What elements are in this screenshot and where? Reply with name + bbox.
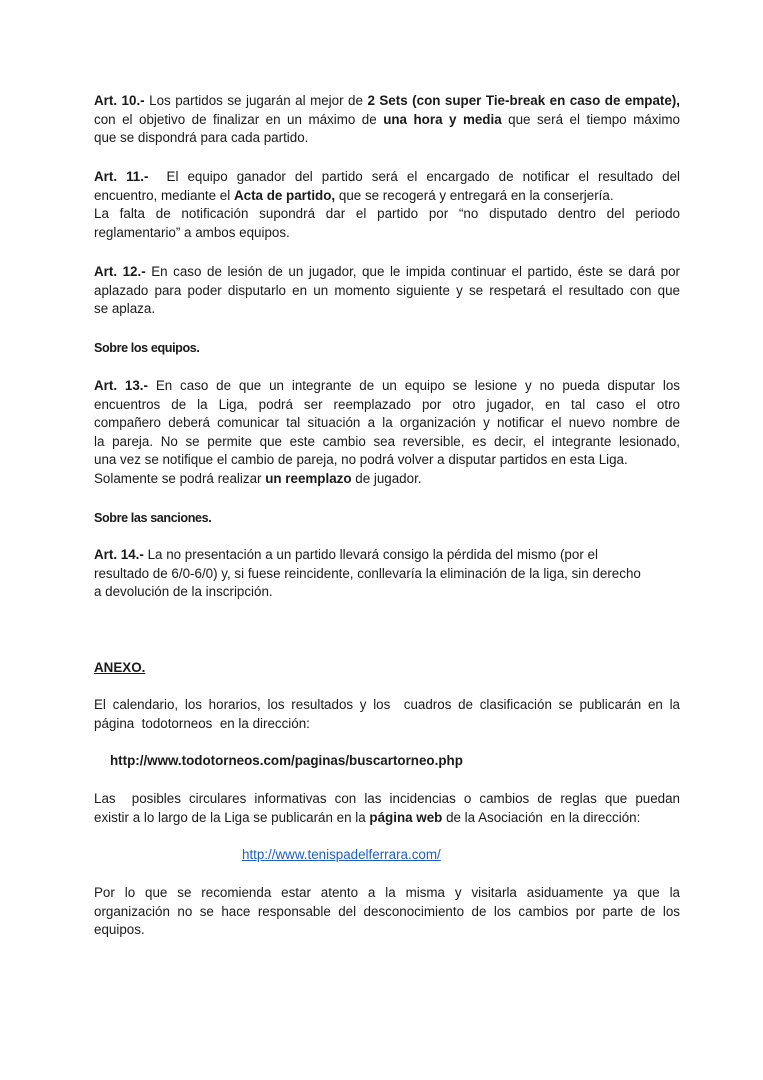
article-12-line-2: aplazado para poder disputarlo en un momento siguiente y se respetará el resultado con que [94,282,680,298]
article-10 [94,92,680,148]
todotorneos-url[interactable]: http://www.todotorneos.com/paginas/buscartorneo.php [110,753,463,768]
article-13-text: Solamente se podrá realizar [94,470,266,486]
anexo-p2-text: de la Asociación en la dirección: [442,809,641,825]
article-13-line-6 [94,470,680,489]
article-13-line-1 [94,377,680,396]
article-14-line-2: resultado de 6/0-6/0) y, si fuese reincidente, conllevaría la eliminación de la liga, sin derecho [94,565,641,581]
article-13-line-5: una vez se notifique el cambio de pareja, no podrá volver a disputar partidos en esta Liga. [94,452,628,468]
article-13-bold-reemplazo: un reemplazo [265,470,352,486]
anexo-p3-line-2: organización no se hace responsable del desconocimiento de los cambios por parte de los [94,903,680,919]
article-13-text: En caso de que un integrante de un equipo se lesione y no pueda disputar los [147,378,680,393]
article-13-line-3: compañero deberá comunicar tal situación a la organización y notificar el nuevo nombre de [94,415,680,431]
article-11-label: Art. 11.- [94,169,149,184]
anexo-title: ANEXO. [94,660,146,675]
anexo-p3-line-1: Por lo que se recomienda estar atento a la misma y visitarla asiduamente ya que la [94,885,680,900]
article-10-line-2 [94,111,680,130]
article-14 [94,546,680,602]
article-12 [94,263,680,319]
article-11 [94,168,680,242]
anexo-paragraph-2 [94,790,680,827]
heading-sobre-equipos: Sobre los equipos. [94,341,200,355]
article-11-text: El equipo ganador del partido será el encargado de notificar el resultado del [148,169,680,184]
tenispadelferrara-link[interactable]: http://www.tenispadelferrara.com/ [242,847,441,862]
article-14-text: La no presentación a un partido llevará consigo la pérdida del mismo (por el [143,547,598,562]
article-10-label: Art. 10.- [94,93,145,108]
article-14-label: Art. 14.- [94,547,144,562]
article-13-line-2: encuentros de la Liga, podrá ser reemplazado por otro jugador, en tal caso el otro [94,396,680,412]
article-11-bold-acta: Acta de partido, [233,187,336,203]
article-13-line-4: la pareja. No se permite que este cambio sea reversible, es decir, el integrante lesionado, [94,433,680,449]
article-12-label: Art. 12.- [94,264,146,279]
article-11-line-2 [94,187,680,206]
article-10-text: Los partidos se jugarán al mejor de [144,93,368,108]
article-14-line-1 [94,546,680,565]
anexo-p2-line-2 [94,809,680,828]
article-11-line-3: La falta de notificación supondrá dar el partido por “no disputado dentro del periodo [94,206,680,222]
anexo-p3-line-3: equipos. [94,922,145,938]
article-10-line-3: que se dispondrá para cada partido. [94,130,309,146]
anexo-p2-line-1: Las posibles circulares informativas con las incidencias o cambios de reglas que puedan [94,791,680,806]
article-10-line-1 [94,92,680,111]
article-10-text: con el objetivo de finalizar en un máximo de [94,111,384,127]
anexo-paragraph-3 [94,884,680,940]
article-14-line-3: a devolución de la inscripción. [94,584,273,600]
article-11-line-1 [94,168,680,187]
article-11-text: que se recogerá y entregará en la conserjería. [335,187,614,203]
anexo-p2-bold-pagina-web: página web [369,809,443,825]
article-10-text: que será el tiempo máximo [501,111,680,127]
article-11-line-4: reglamentario” a ambos equipos. [94,224,290,240]
article-13-text: de jugador. [351,470,422,486]
article-10-bold-sets: 2 Sets (con super Tie-break en caso de empate), [367,93,680,108]
article-11-text: encuentro, mediante el [94,187,234,203]
article-13 [94,377,680,489]
article-13-label: Art. 13.- [94,378,148,393]
article-10-bold-duration: una hora y media [383,111,502,127]
article-12-line-3: se aplaza. [94,301,156,317]
article-12-line-1 [94,263,680,282]
heading-sobre-sanciones: Sobre las sanciones. [94,511,212,525]
anexo-p2-text: existir a lo largo de la Liga se publicarán en la [94,809,370,825]
article-12-text: En caso de lesión de un jugador, que le impida continuar el partido, éste se dará por [145,264,680,279]
anexo-p1-line-2: página todotorneos en la dirección: [94,715,310,731]
anexo-paragraph-1 [94,696,680,733]
anexo-p1-line-1: El calendario, los horarios, los resultados y los cuadros de clasificación se publicarán en la [94,697,680,712]
